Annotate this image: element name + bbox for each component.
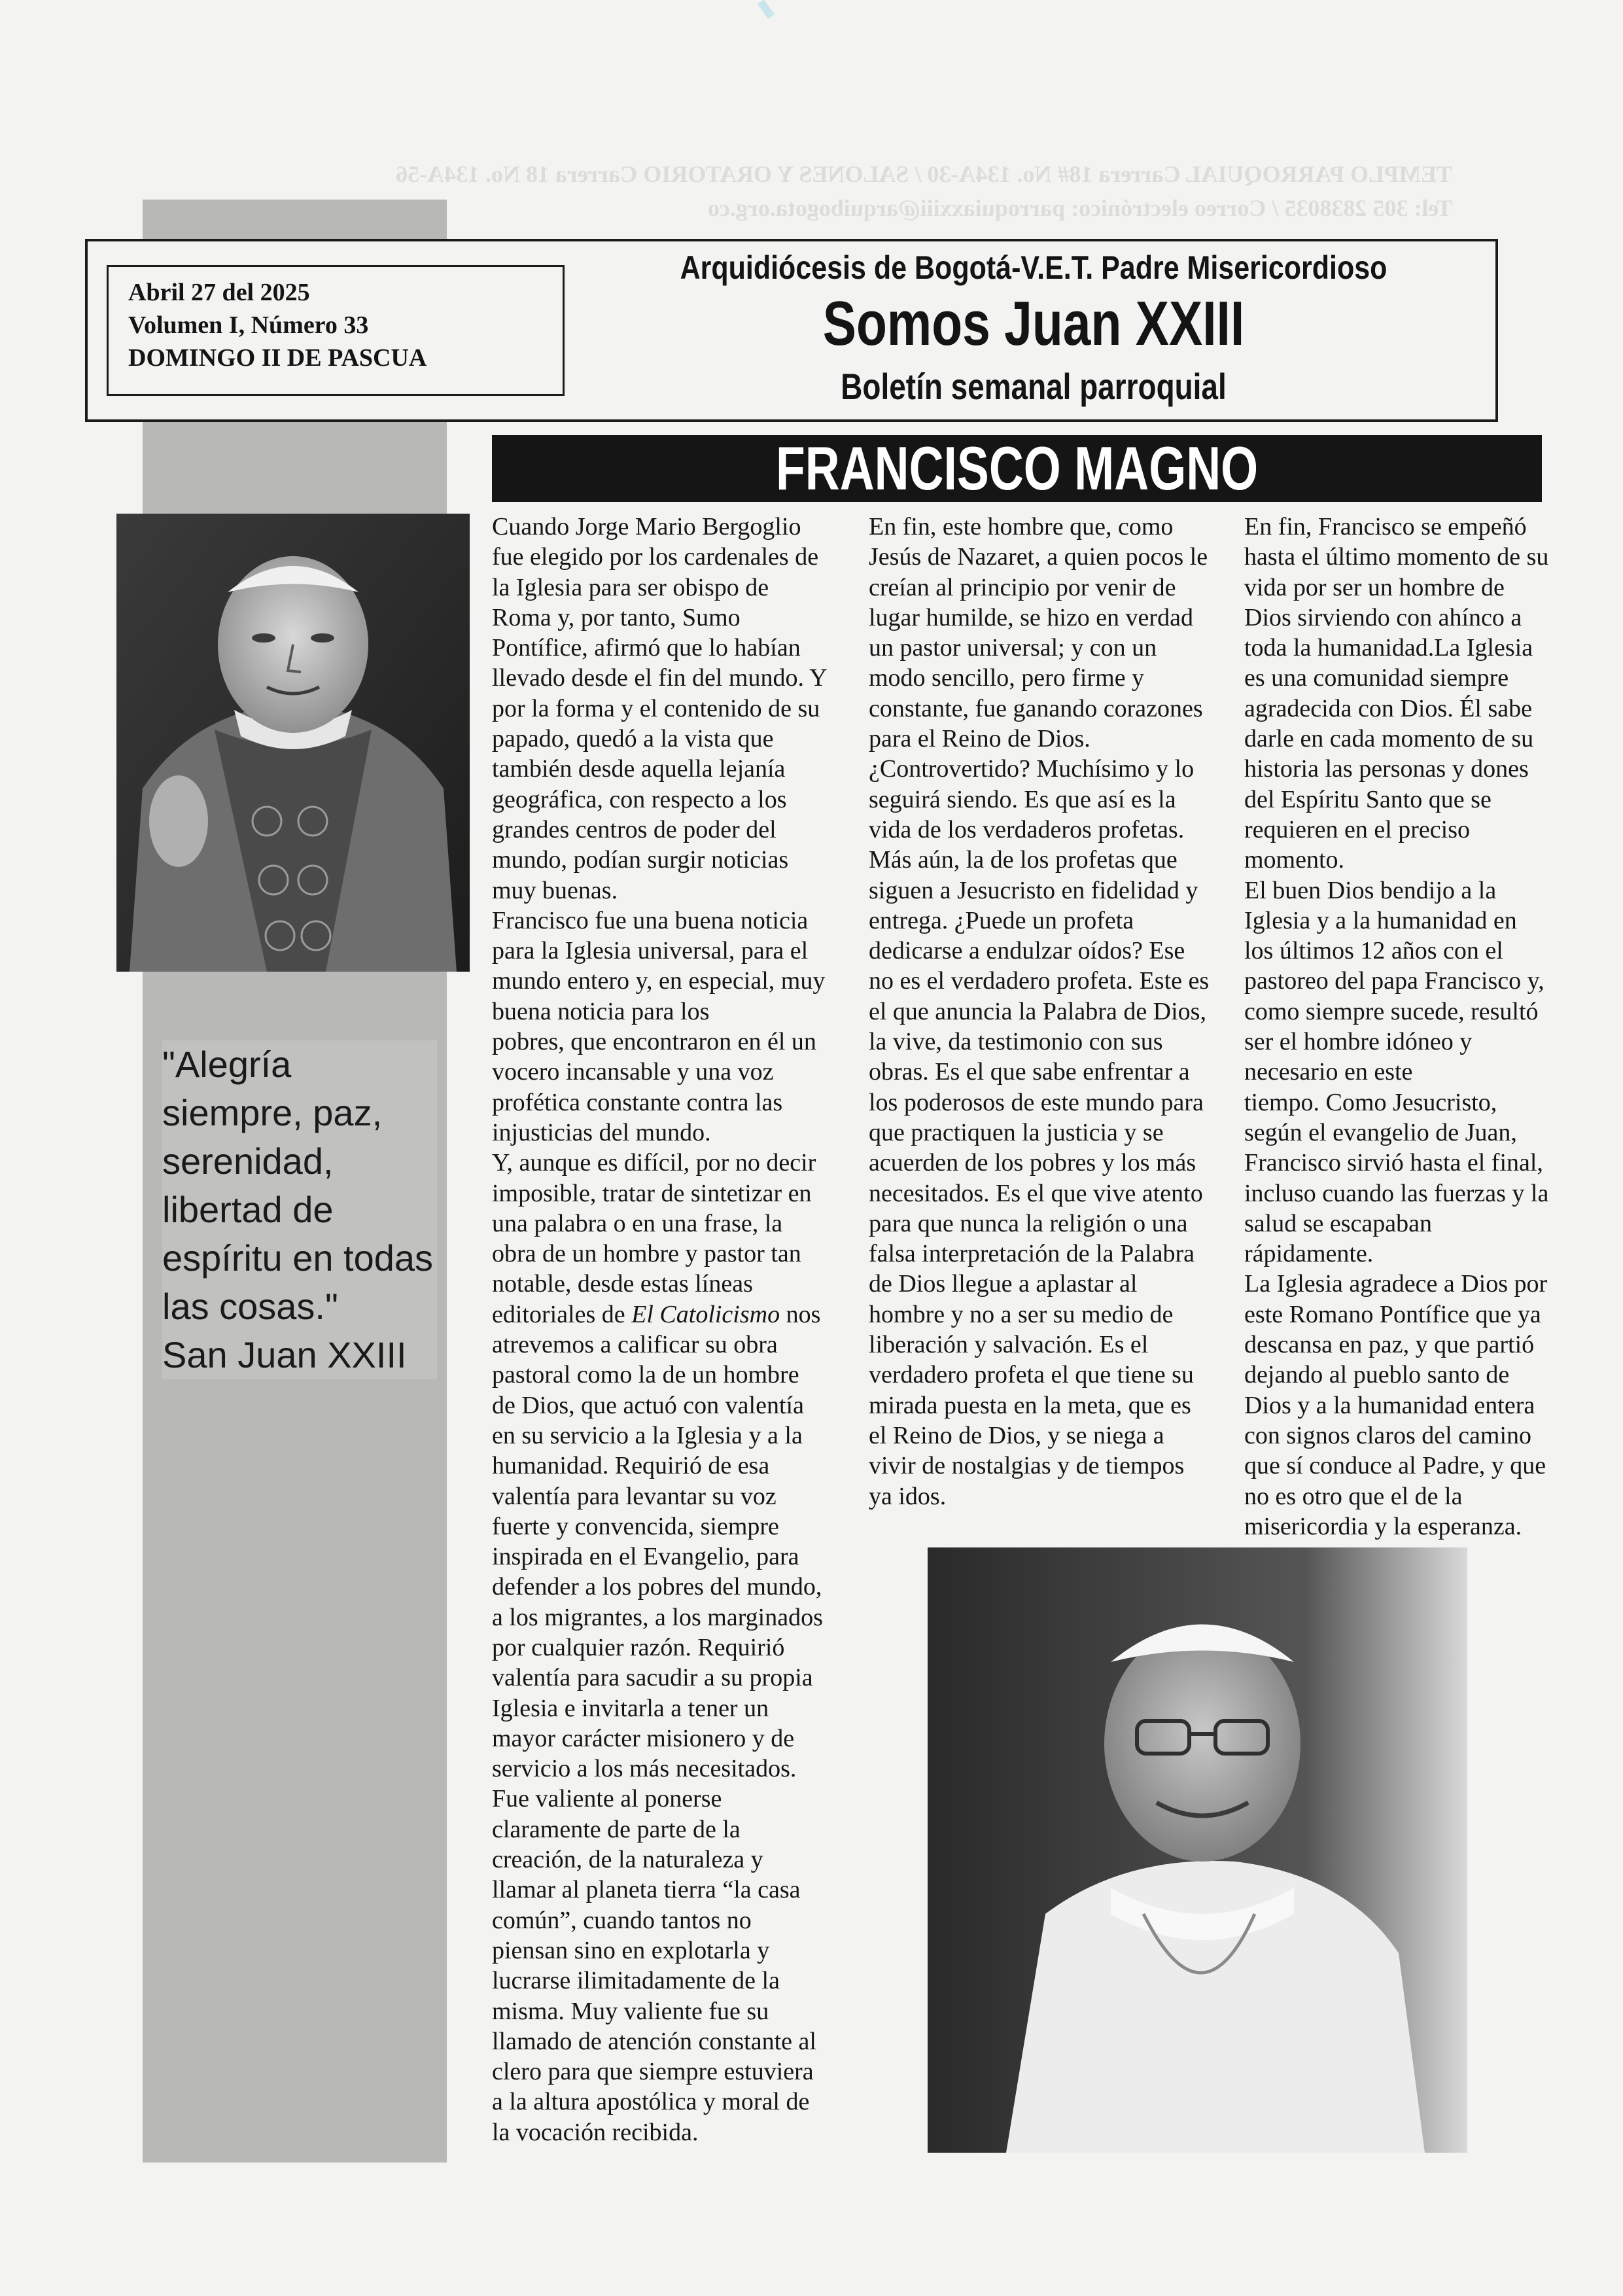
- article-line: clero para que siempre estuviera: [492, 2058, 814, 2086]
- article-line: ¿Controvertido? Muchísimo y lo: [869, 755, 1195, 783]
- scan-smudge: [758, 0, 775, 19]
- article-line: no es otro que el de la: [1244, 1482, 1463, 1510]
- article-line: Más aún, la de los profetas que: [869, 846, 1178, 874]
- headline-banner: [492, 435, 1542, 502]
- article-line: dedicarse a endulzar oídos? Ese: [869, 937, 1185, 965]
- article-line: de Dios llegue a aplastar al: [869, 1270, 1138, 1298]
- pull-quote: [162, 1040, 437, 1379]
- article-line: valentía para levantar su voz: [492, 1482, 777, 1510]
- article-line: salud se escapaban: [1244, 1209, 1432, 1237]
- article-line: pastoral como la de un hombre: [492, 1361, 799, 1389]
- article-line: de Dios, que actuó con valentía: [492, 1391, 804, 1419]
- publication-name: El Catolicismo: [631, 1300, 780, 1328]
- article-line: hasta el último momento de su: [1244, 543, 1549, 571]
- article-line: los últimos 12 años con el: [1244, 937, 1503, 965]
- article-line: Pontífice, afirmó que lo habían: [492, 634, 801, 662]
- article-line: según el evangelio de Juan,: [1244, 1118, 1517, 1146]
- article-line: la vive, da testimonio con sus: [869, 1028, 1163, 1056]
- article-column-3: [1244, 512, 1549, 1542]
- article-line: inspirada en el Evangelio, para: [492, 1543, 799, 1571]
- article-line: servicio a los más necesitados.: [492, 1755, 797, 1783]
- masthead-titles: [589, 247, 1478, 417]
- article-line: necesario en este: [1244, 1058, 1413, 1086]
- quote-text: "Alegría siempre, paz, serenidad, libertad de espíritu en todas las cosas.": [162, 1044, 434, 1327]
- article-line: injusticias del mundo.: [492, 1118, 711, 1146]
- article-line: que sí conduce al Padre, y que: [1244, 1452, 1546, 1480]
- article-line: que practiquen la justicia y se: [869, 1118, 1164, 1146]
- article-line: mundo entero y, en especial, muy: [492, 967, 826, 995]
- article-line: ya idos.: [869, 1482, 947, 1510]
- article-line: obras. Es el que sabe enfrentar a: [869, 1058, 1190, 1086]
- article-line: lugar humilde, se hizo en verdad: [869, 603, 1193, 631]
- article-line: imposible, tratar de sintetizar en: [492, 1179, 812, 1207]
- article-line: mirada puesta en la meta, que es: [869, 1391, 1191, 1419]
- article-line: buena noticia para los: [492, 997, 710, 1025]
- article-line: llamado de atención constante al: [492, 2027, 816, 2055]
- article-line: descansa en paz, y que partió: [1244, 1331, 1535, 1359]
- article-line: Iglesia e invitarla a tener un: [492, 1694, 769, 1722]
- article-line: por la forma y el contenido de su: [492, 694, 820, 722]
- newsletter-title: Somos Juan XXIII: [822, 289, 1245, 359]
- article-line: vida de los verdaderos profetas.: [869, 815, 1185, 843]
- article-line: fuerte y convencida, siempre: [492, 1512, 779, 1540]
- article-line: los poderosos de este mundo para: [869, 1088, 1204, 1116]
- article-line: vocero incansable y una voz: [492, 1058, 774, 1086]
- article-line: Jesús de Nazaret, a quien pocos le: [869, 543, 1208, 571]
- article-line: también desde aquella lejanía: [492, 755, 786, 783]
- article-line: tiempo. Como Jesucristo,: [1244, 1088, 1497, 1116]
- article-line: el que anuncia la Palabra de Dios,: [869, 997, 1206, 1025]
- article-line: vida por ser un hombre de: [1244, 573, 1505, 601]
- article-line: fue elegido por los cardenales de: [492, 543, 819, 571]
- article-line: una palabra o en una frase, la: [492, 1209, 783, 1237]
- article-line: liberación y salvación. Es el: [869, 1331, 1149, 1359]
- article-line: Y, aunque es difícil, por no decir: [492, 1149, 816, 1177]
- article-line: dejando al pueblo santo de: [1244, 1361, 1510, 1389]
- article-line: rápidamente.: [1244, 1240, 1374, 1268]
- article-line: En fin, este hombre que, como: [869, 513, 1174, 540]
- article-line: creación, de la naturaleza y: [492, 1846, 763, 1874]
- article-line: falsa interpretación de la Palabra: [869, 1240, 1195, 1268]
- article-line: es una comunidad siempre: [1244, 664, 1509, 692]
- article-line: hombre y no a ser su medio de: [869, 1300, 1174, 1328]
- article-line: por cualquier razón. Requirió: [492, 1633, 785, 1661]
- article-line: llevado desde el fin del mundo. Y: [492, 664, 828, 692]
- article-line: Roma y, por tanto, Sumo: [492, 603, 741, 631]
- article-line: un pastor universal; y con un: [869, 634, 1157, 662]
- article-line: requieren en el preciso: [1244, 815, 1470, 843]
- article-line: constante, fue ganando corazones: [869, 694, 1203, 722]
- article-line: geográfica, con respecto a los: [492, 785, 787, 813]
- article-line: obra de un hombre y pastor tan: [492, 1240, 801, 1268]
- article-line: misericordia y la esperanza.: [1244, 1512, 1522, 1540]
- article-line: notable, desde estas líneas: [492, 1270, 753, 1298]
- article-line: para la Iglesia universal, para el: [492, 937, 809, 965]
- article-line: para el Reino de Dios.: [869, 725, 1091, 753]
- article-line: piensan sino en explotarla y: [492, 1936, 770, 1964]
- article-line: seguirá siendo. Es que así es la: [869, 785, 1176, 813]
- article-line: para que nunca la religión o una: [869, 1209, 1188, 1237]
- article-line: grandes centros de poder del: [492, 815, 777, 843]
- article-line: Dios sirviendo con ahínco a: [1244, 603, 1522, 631]
- article-line: defender a los pobres del mundo,: [492, 1573, 822, 1601]
- bleed-line-2: Tel: 305 2838035 / Correo electrónico: parroquiaxxiii@arquibogota.org.co: [707, 195, 1452, 221]
- article-line: valentía para sacudir a su propia: [492, 1664, 813, 1692]
- article-line: toda la humanidad.La Iglesia: [1244, 634, 1533, 662]
- liturgical-day: DOMINGO II DE PASCUA: [128, 344, 427, 372]
- article-line: a la altura apostólica y moral de: [492, 2088, 810, 2116]
- headline-text: FRANCISCO MAGNO: [775, 435, 1259, 502]
- article-line: a los migrantes, a los marginados: [492, 1603, 823, 1631]
- article-line: siguen a Jesucristo en fidelidad y: [869, 876, 1198, 904]
- article-line: verdadero profeta el que tiene su: [869, 1361, 1194, 1389]
- article-line: historia las personas y dones: [1244, 755, 1529, 783]
- article-line: entrega. ¿Puede un profeta: [869, 906, 1134, 934]
- article-line: El buen Dios bendijo a la: [1244, 876, 1497, 904]
- article-line: como siempre sucede, resultó: [1244, 997, 1539, 1025]
- article-line: lucrarse ilimitadamente de la: [492, 1967, 780, 1995]
- article-line: con signos claros del camino: [1244, 1421, 1532, 1449]
- archdiocese-line: Arquidiócesis de Bogotá-V.E.T. Padre Misericordioso: [680, 249, 1387, 286]
- article-line: humanidad. Requirió de esa: [492, 1452, 770, 1480]
- article-line: Dios y a la humanidad entera: [1244, 1391, 1535, 1419]
- article-line: en su servicio a la Iglesia y a la: [492, 1421, 803, 1449]
- article-line: papado, quedó a la vista que: [492, 725, 774, 753]
- article-line: acuerden de los pobres y los más: [869, 1149, 1196, 1177]
- article-line: momento.: [1244, 846, 1345, 874]
- article-line: la Iglesia para ser obispo de: [492, 573, 769, 601]
- article-line: la vocación recibida.: [492, 2118, 699, 2146]
- pope-francis-photo: [928, 1547, 1467, 2153]
- article-line: ser el hombre idóneo y: [1244, 1028, 1473, 1056]
- quote-author: San Juan XXIII: [162, 1334, 407, 1375]
- article-line: profética constante contra las: [492, 1088, 783, 1116]
- article-line: vivir de nostalgias y de tiempos: [869, 1452, 1185, 1480]
- article-line: editoriales de El Catolicismo nos: [492, 1300, 821, 1328]
- article-line: este Romano Pontífice que ya: [1244, 1300, 1541, 1328]
- bleed-through-text: [340, 157, 1452, 229]
- newsletter-subtitle: Boletín semanal parroquial: [841, 366, 1227, 407]
- article-line: La Iglesia agradece a Dios por: [1244, 1270, 1548, 1298]
- article-line: modo sencillo, pero firme y: [869, 664, 1145, 692]
- article-line: claramente de parte de la: [492, 1815, 741, 1843]
- john-xxiii-portrait-photo: [116, 514, 470, 972]
- article-line: Cuando Jorge Mario Bergoglio: [492, 513, 801, 540]
- article-line: común”, cuando tantos no: [492, 1906, 752, 1934]
- article-column-1: [492, 512, 865, 2147]
- article-line: Fue valiente al ponerse: [492, 1785, 722, 1813]
- article-line: Iglesia y a la humanidad en: [1244, 906, 1517, 934]
- article-line: darle en cada momento de su: [1244, 725, 1534, 753]
- issue-date: Abril 27 del 2025: [128, 279, 310, 306]
- article-line: Francisco sirvió hasta el final,: [1244, 1149, 1543, 1177]
- article-line: agradecida con Dios. Él sabe: [1244, 694, 1532, 722]
- issue-info-box: [107, 265, 565, 396]
- article-line: mundo, podían surgir noticias: [492, 846, 789, 874]
- bleed-line-1: TEMPLO PARROQUIAL Carrera 18# No. 134A-30 / SALONES Y ORATORIO Carrera 18 No. 134A-56: [396, 161, 1452, 187]
- issue-volume: Volumen I, Número 33: [128, 311, 369, 339]
- article-line: el Reino de Dios, y se niega a: [869, 1421, 1164, 1449]
- article-line: En fin, Francisco se empeñó: [1244, 513, 1527, 540]
- article-line: misma. Muy valiente fue su: [492, 1997, 769, 2025]
- article-line: mayor carácter misionero y de: [492, 1724, 795, 1752]
- article-line: pastoreo del papa Francisco y,: [1244, 967, 1544, 995]
- article-line: no es el verdadero profeta. Este es: [869, 967, 1210, 995]
- article-line: pobres, que encontraron en él un: [492, 1028, 816, 1056]
- article-line: necesitados. Es el que vive atento: [869, 1179, 1203, 1207]
- article-line: atrevemos a calificar su obra: [492, 1331, 778, 1359]
- article-line: llamar al planeta tierra “la casa: [492, 1876, 801, 1904]
- article-column-2: [869, 512, 1242, 1511]
- article-line: Francisco fue una buena noticia: [492, 906, 809, 934]
- article-line: del Espíritu Santo que se: [1244, 785, 1492, 813]
- article-line: muy buenas.: [492, 876, 618, 904]
- article-line: incluso cuando las fuerzas y la: [1244, 1179, 1549, 1207]
- article-line: creían al principio por venir de: [869, 573, 1176, 601]
